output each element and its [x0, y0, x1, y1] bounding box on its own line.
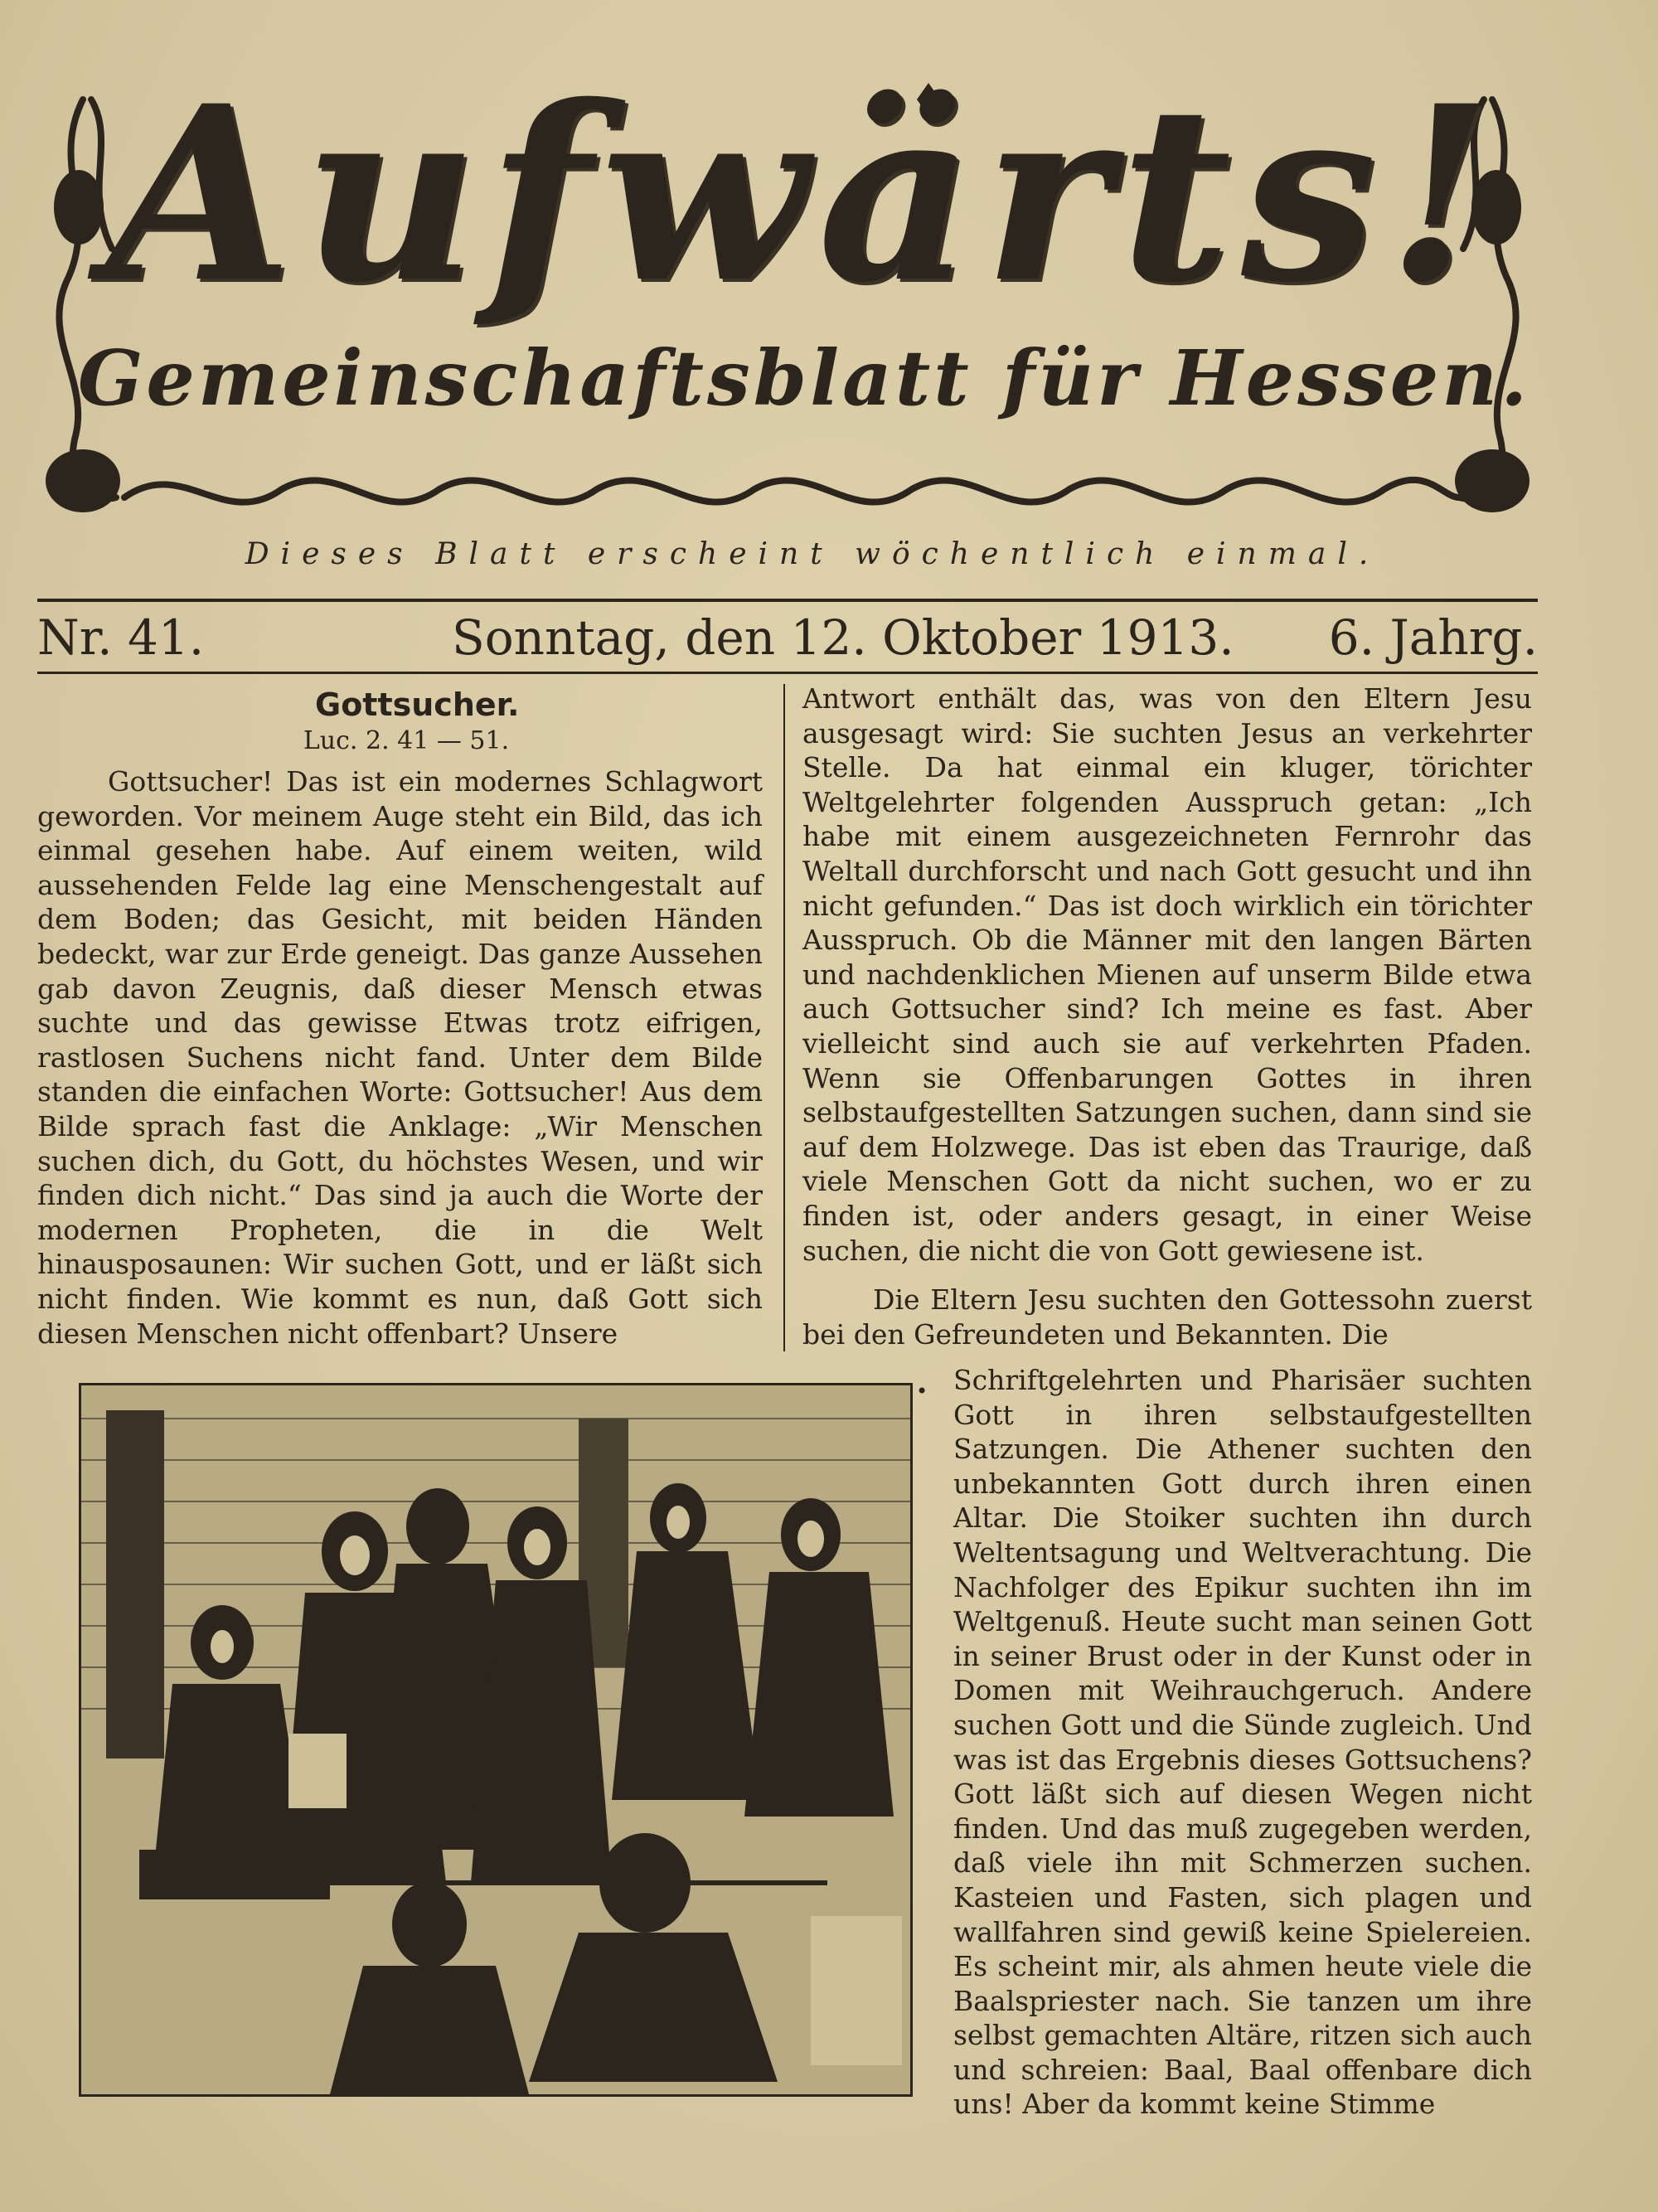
column-divider	[783, 684, 785, 1351]
right-column-top	[802, 682, 1532, 1351]
issue-line	[37, 609, 1538, 667]
right-column-paragraph-1: Antwort enthält das, was von den Eltern Jesu ausgesagt wird: Sie suchten Jesus an verkehrter Stelle. Da hat einmal ein kluger, törichter Weltgelehrter folgenden Ausspruch getan: „Ich habe mit einem ausgezeichneten Fernrohr das Weltall durchforscht und nach Gott gesucht und ihn nicht gefunden.“ Das ist doch wirklich ein törichter Ausspruch. Ob die Männer mit den langen Bärten und nachdenklichen Mienen auf unserm Bilde etwa auch Gottsucher sind? Ich meine es fast. Aber vielleicht sind auch sie auf verkehrten Pfaden. Wenn sie Offenbarungen Gottes in ihren selbstaufgestellten Satzungen suchen, dann sind sie auf dem Holzwege. Das ist eben das Traurige, daß viele Menschen Gott da nicht suchen, wo er zu finden ist, oder anders gesagt, in einer Weise suchen, die nicht die von Gott gewiesene ist.	[802, 682, 1532, 1267]
illustration-jesus-in-temple	[79, 1383, 913, 2097]
right-column-lower	[953, 1363, 1532, 2122]
issue-date: Sonntag, den 12. Oktober 1913.	[452, 609, 1234, 666]
right-column-paragraph-2-rest: Schriftgelehrten und Pharisäer suchten Gott in ihren selbstaufgestellten Satzungen. Die Athener suchten den unbekannten Gott durch ihren einen Altar. Die Stoiker suchten ihn durch Weltentsagung und Weltverachtung. Die Nachfolger des Epikur suchten ihn im Weltgenuß. Heute sucht man seinen Gott in seiner Brust oder in der Kunst oder in Domen mit Weihrauchgeruch. Andere suchen Gott und die Sünde zugleich. Und was ist das Ergebnis dieses Gottsuchens? Gott läßt sich auf diesen Wegen nicht finden. Und das muß zugegeben werden, daß viele ihn mit Schmerzen suchen. Kasteien und Fasten, sich plagen und wallfahren sind gewiß keine Spielereien. Es scheint mir, als ahmen heute viele die Baalspriester nach. Sie tanzen um ihre selbst gemachten Altäre, ritzen sich auch und schreien: Baal, Baal offenbare dich uns! Aber da kommt keine Stimme	[953, 1364, 1532, 2121]
issue-rule	[37, 672, 1538, 674]
masthead-subtitle: Gemeinschaftsblatt für Hessen.	[77, 333, 1531, 423]
scan-mark: •	[916, 1380, 928, 1403]
publication-frequency-note: Dieses Blatt erscheint wöchentlich einmal.	[245, 537, 1380, 571]
issue-number: Nr. 41.	[37, 609, 205, 666]
issue-volume: 6. Jahrg.	[1328, 609, 1538, 666]
article-title: Gottsucher.	[315, 686, 520, 723]
top-rule	[37, 599, 1538, 602]
masthead-title: Aufwärts!	[106, 54, 1502, 336]
right-column-paragraph-2-head: Die Eltern Jesu suchten den Gottessohn zuerst bei den Gefreundeten und Bekannten. Die	[802, 1283, 1532, 1351]
left-column-text: Gottsucher! Das ist ein modernes Schlagwort geworden. Vor meinem Auge steht ein Bild, das ich einmal gesehen habe. Auf einem weiten, wild aussehenden Felde lag eine Menschengestalt auf dem Boden; das Gesicht, mit beiden Händen bedeckt, war zur Erde geneigt. Das ganze Aussehen gab davon Zeugnis, daß dieser Mensch etwas suchte und das gewisse Etwas trotz eifrigen, rastlosen Suchens nicht fand. Unter dem Bilde standen die einfachen Worte: Gottsucher! Aus dem Bilde sprach fast die Anklage: „Wir Menschen suchen dich, du Gott, du höchstes Wesen, und wir finden dich nicht.“ Das sind ja auch die Worte der modernen Propheten, die in die Welt hinausposaunen: Wir suchen Gott, und er läßt sich nicht finden. Wie kommt es nun, daß Gott sich diesen Menschen nicht offenbart? Unsere	[37, 765, 764, 1350]
bible-reference: Luc. 2. 41 — 51.	[303, 726, 510, 755]
left-column	[37, 764, 763, 1351]
